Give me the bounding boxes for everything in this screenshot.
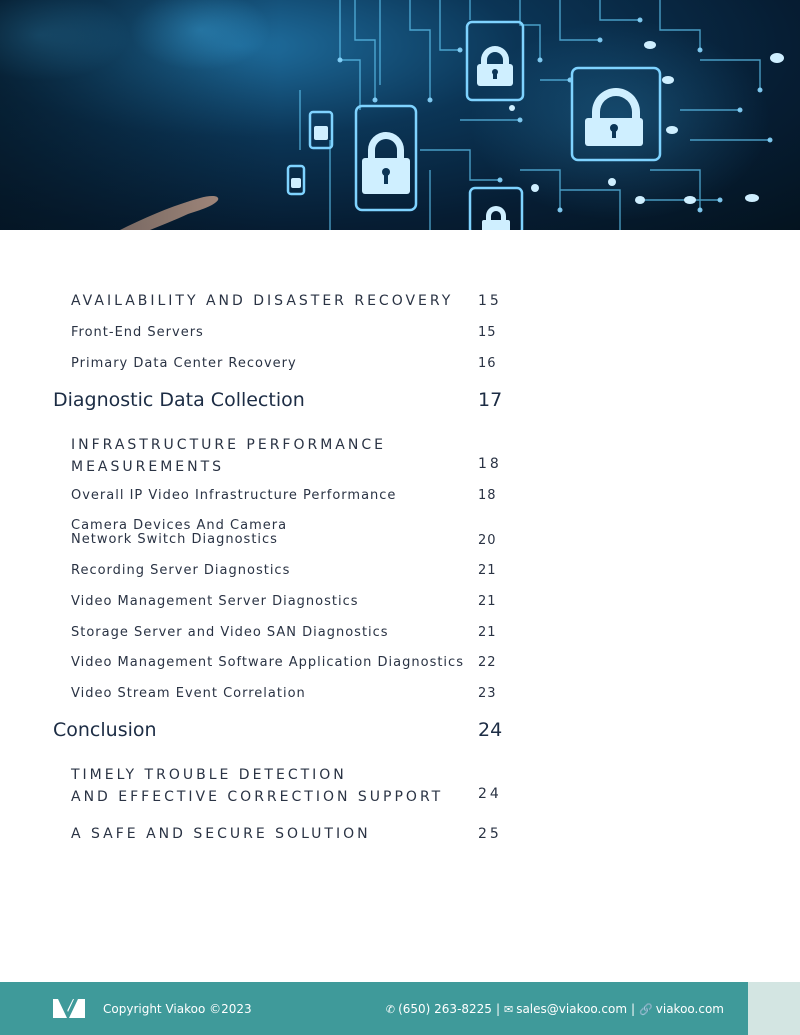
copyright-text: Copyright Viakoo ©2023 bbox=[103, 1002, 252, 1016]
toc-entry-title bbox=[71, 519, 287, 547]
toc-entry-title: Recording Server Diagnostics bbox=[71, 563, 291, 578]
toc-entry-page: 21 bbox=[478, 625, 497, 640]
toc-title-line: MEASUREMENTS bbox=[71, 459, 225, 475]
toc-entry-page: 24 bbox=[478, 786, 502, 802]
toc-entry-page: 15 bbox=[478, 293, 502, 309]
toc-section-title: Diagnostic Data Collection bbox=[53, 389, 305, 411]
footer-accent-block bbox=[748, 982, 800, 1035]
toc-entry-title bbox=[71, 434, 386, 478]
toc-title-line: INFRASTRUCTURE PERFORMANCE bbox=[71, 437, 386, 453]
toc-entry-title: Primary Data Center Recovery bbox=[71, 356, 297, 371]
toc-entry-title: AVAILABILITY AND DISASTER RECOVERY bbox=[71, 293, 454, 309]
toc-entry-page: 21 bbox=[478, 563, 497, 578]
toc-entry-page: 15 bbox=[478, 325, 497, 340]
toc-entry-page: 18 bbox=[478, 488, 497, 503]
toc-entry-title: Video Stream Event Correlation bbox=[71, 686, 306, 701]
phone-number[interactable]: (650) 263-8225 bbox=[398, 1002, 492, 1016]
toc-entry-title: Overall IP Video Infrastructure Performance bbox=[71, 488, 397, 503]
link-icon: 🔗 bbox=[639, 1003, 653, 1016]
viakoo-logo bbox=[53, 999, 85, 1018]
toc-title-line: Camera Devices And Camera bbox=[71, 518, 288, 533]
footer-bar bbox=[0, 982, 748, 1035]
phone-icon: ✆ bbox=[385, 1003, 396, 1016]
toc-entry-page: 16 bbox=[478, 356, 497, 371]
toc-entry-page: 25 bbox=[478, 826, 502, 842]
toc-entry-page: 18 bbox=[478, 456, 502, 472]
toc-title-line: TIMELY TROUBLE DETECTION bbox=[71, 767, 347, 783]
toc-entry-title: Video Management Software Application Diagnostics bbox=[71, 655, 464, 670]
toc-entry-title: A SAFE AND SECURE SOLUTION bbox=[71, 826, 371, 842]
toc-entry-page: 23 bbox=[478, 686, 497, 701]
toc-entry-title bbox=[71, 764, 443, 808]
toc-entry-title: Storage Server and Video SAN Diagnostics bbox=[71, 625, 389, 640]
separator: | bbox=[495, 1002, 500, 1016]
toc-entry-page: 17 bbox=[478, 389, 503, 411]
envelope-icon: ✉ bbox=[503, 1003, 514, 1016]
toc-title-line: Network Switch Diagnostics bbox=[71, 532, 278, 547]
toc-entry-title: Video Management Server Diagnostics bbox=[71, 594, 359, 609]
website-link[interactable]: viakoo.com bbox=[655, 1002, 724, 1016]
toc-entry-title: Front-End Servers bbox=[71, 325, 204, 340]
separator: | bbox=[631, 1002, 636, 1016]
toc-entry-page: 24 bbox=[478, 719, 503, 741]
toc-title-line: AND EFFECTIVE CORRECTION SUPPORT bbox=[71, 789, 444, 805]
toc-entry-page: 20 bbox=[478, 533, 497, 548]
toc-section-title: Conclusion bbox=[53, 719, 157, 741]
toc-entry-page: 21 bbox=[478, 594, 497, 609]
email-link[interactable]: sales@viakoo.com bbox=[516, 1002, 628, 1016]
contact-info bbox=[386, 1002, 724, 1016]
toc-entry-page: 22 bbox=[478, 655, 497, 670]
